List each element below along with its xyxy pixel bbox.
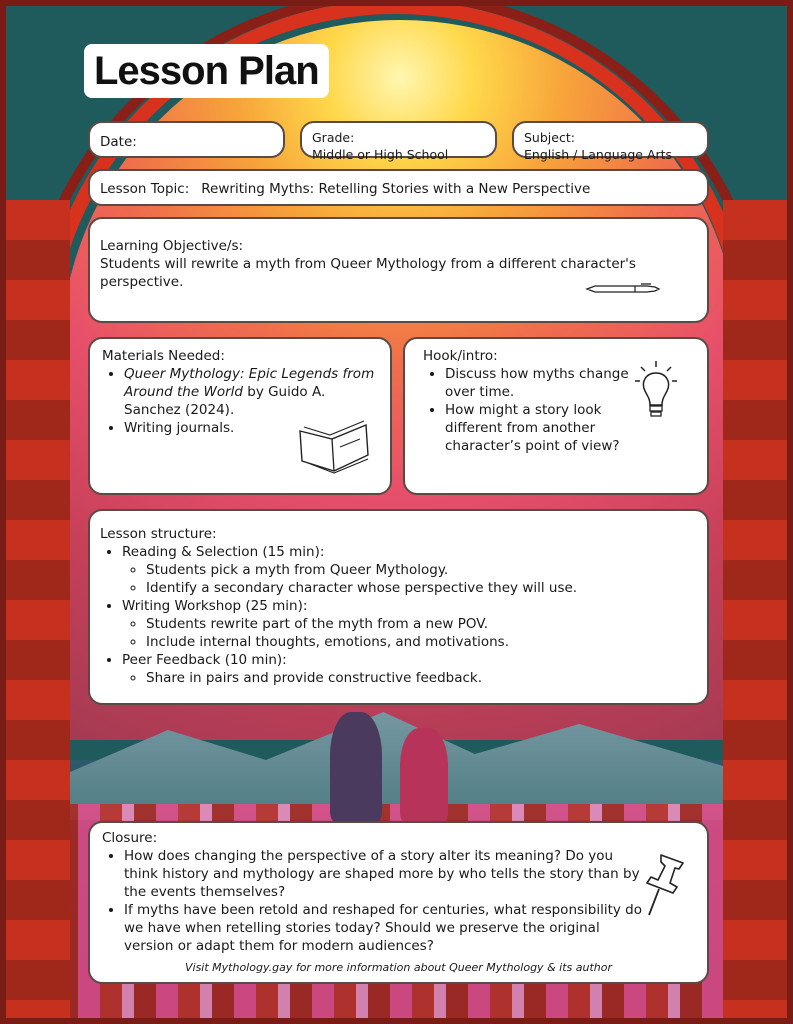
grade-value: Middle or High School [312, 147, 449, 162]
closure-label: Closure: [102, 830, 158, 846]
topic-label: Lesson Topic: [100, 181, 190, 197]
footer-note: Visit Mythology.gay for more information about Queer Mythology & its author [184, 961, 612, 974]
learning-objective [88, 217, 709, 323]
subject-value: English / Language Arts [524, 147, 673, 162]
lightbulb-icon [633, 359, 679, 423]
left-pillar [0, 200, 70, 1024]
section-items [122, 615, 697, 651]
list-item: • Discuss how myths change over time. [445, 365, 650, 401]
list-item: • If myths have been retold and reshaped for centuries, what responsibility do we have when retelling stories today? Should we preserve the original version or adapt them for modern audiences? [124, 901, 642, 955]
section-heading: Peer Feedback (10 min): [122, 652, 287, 668]
list-item: ◦ Share in pairs and provide constructive feedback. [146, 669, 697, 687]
hook-list [423, 365, 650, 455]
list-item: ◦ Identify a secondary character whose perspective they will use. [146, 579, 697, 597]
figure-left [330, 712, 382, 822]
section-heading: Writing Workshop (25 min): [122, 598, 308, 614]
structure-section [122, 543, 697, 597]
list-item: • How does changing the perspective of a story alter its meaning? Do you think history and mythology are shaped more by who tells the story than by the events themselves? [124, 847, 642, 901]
pushpin-icon [639, 849, 693, 923]
grade-label: Grade: [312, 130, 355, 145]
journal-item: Writing journals. [124, 420, 235, 436]
right-pillar [723, 200, 793, 1024]
objective-label: Learning Objective/s: [100, 238, 244, 254]
structure-section [122, 651, 697, 687]
lesson-topic [88, 169, 709, 206]
subject-label: Subject: [524, 130, 575, 145]
materials-needed [88, 337, 392, 495]
structure-section [122, 597, 697, 651]
section-items [122, 561, 697, 597]
list-item: ◦ Students rewrite part of the myth from a new POV. [146, 615, 697, 633]
grade-field [300, 121, 497, 162]
date-field [88, 121, 285, 158]
topic-value: Rewriting Myths: Retelling Stories with a New Perspective [201, 181, 591, 197]
book-credit: by Guido A. Sanchez (2024). [124, 384, 326, 418]
objective-text: Students will rewrite a myth from Queer Mythology from a different character's perspective. [100, 256, 636, 290]
list-item: ◦ Include internal thoughts, emotions, and motivations. [146, 633, 697, 651]
book-icon [294, 417, 374, 475]
closure [88, 821, 709, 984]
figure-right [400, 728, 448, 822]
section-heading: Reading & Selection (15 min): [122, 544, 325, 560]
pen-icon [585, 281, 661, 297]
hook-intro [403, 337, 709, 495]
lesson-structure [88, 509, 709, 705]
list-item: ◦ Students pick a myth from Queer Mythology. [146, 561, 697, 579]
page-title: Lesson Plan [84, 44, 329, 98]
book-title: Queer Mythology: Epic Legends from Around the World [124, 366, 375, 400]
closure-list [102, 847, 642, 955]
list-item: • How might a story look different from another character’s point of view? [445, 401, 650, 455]
structure-list [100, 543, 697, 687]
hook-label: Hook/intro: [423, 348, 498, 364]
section-items [122, 669, 697, 687]
date-label: Date: [100, 134, 137, 150]
list-item [124, 365, 379, 419]
materials-label: Materials Needed: [102, 348, 225, 364]
structure-label: Lesson structure: [100, 526, 217, 542]
subject-field [512, 121, 709, 162]
